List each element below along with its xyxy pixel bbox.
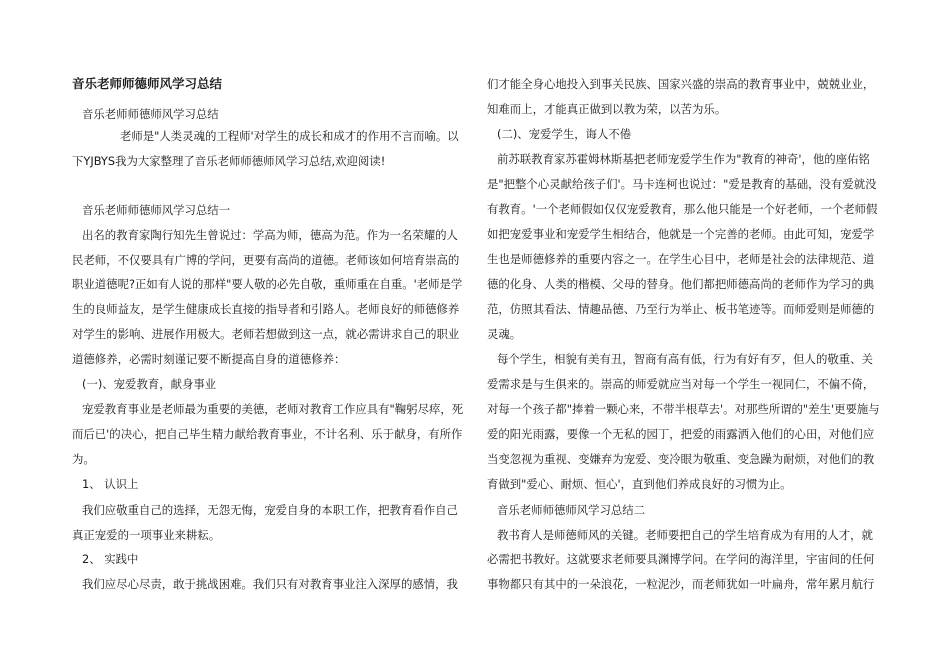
subtitle: 音乐老师师德师风学习总结 [82,107,219,121]
paragraph-line: 道德修养，必需时刻谨记要不断提高自身的道德修养： [72,352,346,366]
list-item-label: 1、 认识上 [82,477,139,491]
paragraph-line: 事物都只有其中的一朵浪花，一粒泥沙，而老师犹如一叶扁舟，常年累月航行 [487,577,875,591]
paragraph-line: 对每一个孩子都"捧着一颗心来，不带半根草去'。对那些所谓的"差生'更要施与 [487,402,880,416]
paragraph-line: 灵魂。 [487,327,522,341]
intro-line: 老师是"人类灵魂的工程师'对学生的成长和成才的作用不言而喻。以 [120,129,459,143]
paragraph-line: 前苏联教育家苏霍姆林斯基把老师宠爱学生作为"教育的神奇'，他的座佑铭 [497,152,870,166]
intro-line: 下YJBYS我为大家整理了音乐老师师德师风学习总结,欢迎阅读! [72,154,386,168]
section-heading: 音乐老师师德师风学习总结二 [497,503,646,517]
document-title: 音乐老师师德师风学习总结 [72,76,223,91]
paragraph-line: 育做到"爱心、耐烦、恒心'，直到他们养成良好的习惯为止。 [487,477,792,491]
paragraph-line: 真正宠爱的一项事业来耕耘。 [72,528,221,542]
paragraph-line: 是"把整个心灵献给孩子们'。马卡连柯也说过："爱是教育的基础，没有爱就没 [487,177,877,191]
paragraph-line: 生的良师益友，是学生健康成长直接的指导者和引路人。老师良好的师德修养 [72,302,460,316]
list-item-label: 2、 实践中 [82,552,139,566]
subsection-heading: (二)、宠爱学生，诲人不倦 [497,127,632,141]
paragraph-line: 对学生的影响、进展作用极大。老师若想做到这一点，就必需讲求自己的职业 [72,327,460,341]
paragraph-line: 们才能全身心地投入到事关民族、国家兴盛的崇高的教育事业中，兢兢业业， [487,77,875,91]
paragraph-line: 职业道德呢?正如有人说的那样"要人敬的必先自敬，重师重在自重。'老师是学 [72,277,463,291]
paragraph-line: 出名的教育家陶行知先生曾说过：学高为师，德高为范。作为一名荣耀的人 [82,228,458,242]
paragraph-line: 有教育。'一个老师假如仅仅宠爱教育，那么他只能是一个好老师，一个老师假 [487,202,878,216]
paragraph-line: 宠爱教育事业是老师最为重要的美德，老师对教育工作应具有"鞠躬尽瘁，死 [82,402,464,416]
paragraph-line: 爱需求是与生俱来的。崇高的师爱就应当对每一个学生一视同仁，不偏不倚， [487,377,875,391]
paragraph-line: 生也是师德修养的重要内容之一。在学生心目中，老师是社会的法律规范、道 [487,252,875,266]
paragraph-line: 我们应尽心尽责，敢于挑战困难。我们只有对教育事业注入深厚的感情，我 [82,577,458,591]
paragraph-line: 如把宠爱事业和宠爱学生相结合，他就是一个完善的老师。由此可知，宠爱学 [487,227,875,241]
subsection-heading: (一)、宠爱教育，献身事业 [82,377,217,391]
paragraph-line: 每个学生，相貌有美有丑，智商有高有低，行为有好有歹，但人的敬重、关 [497,352,873,366]
paragraph-line: 而后已'的决心，把自己毕生精力献给教育事业，不计名利、乐于献身，有所作 [72,427,463,441]
paragraph-line: 我们应敬重自己的选择，无怨无悔，宠爱自身的本职工作，把教育看作自己 [82,503,458,517]
paragraph-line: 知难而上，才能真正做到以教为荣，以苦为乐。 [487,102,727,116]
paragraph-line: 当变忽视为重视、变嫌弃为宠爱、变冷眼为敬重、变急躁为耐烦，对他们的教 [487,452,875,466]
paragraph-line: 德的化身、人类的楷模、父母的替身。他们都把师德高尚的老师作为学习的典 [487,277,875,291]
paragraph-line: 必需把书教好。这就要求老师要具渊博学问。在学问的海洋里，宇宙间的任何 [487,552,875,566]
section-heading: 音乐老师师德师风学习总结一 [82,203,231,217]
paragraph-line: 范，仿照其看法、情趣品德、乃至行为举止、板书笔迹等。而师爱则是师德的 [487,302,875,316]
paragraph-line: 爱的阳光雨露，要像一个无私的园丁，把爱的雨露洒入他们的心田，对他们应 [487,427,875,441]
paragraph-line: 民老师，不仅要具有广博的学问，更要有高尚的道德。老师该如何培育崇高的 [72,253,460,267]
paragraph-line: 教书育人是师德师风的关键。老师要把自己的学生培育成为有用的人才，就 [497,528,873,542]
paragraph-line: 为。 [72,452,95,466]
